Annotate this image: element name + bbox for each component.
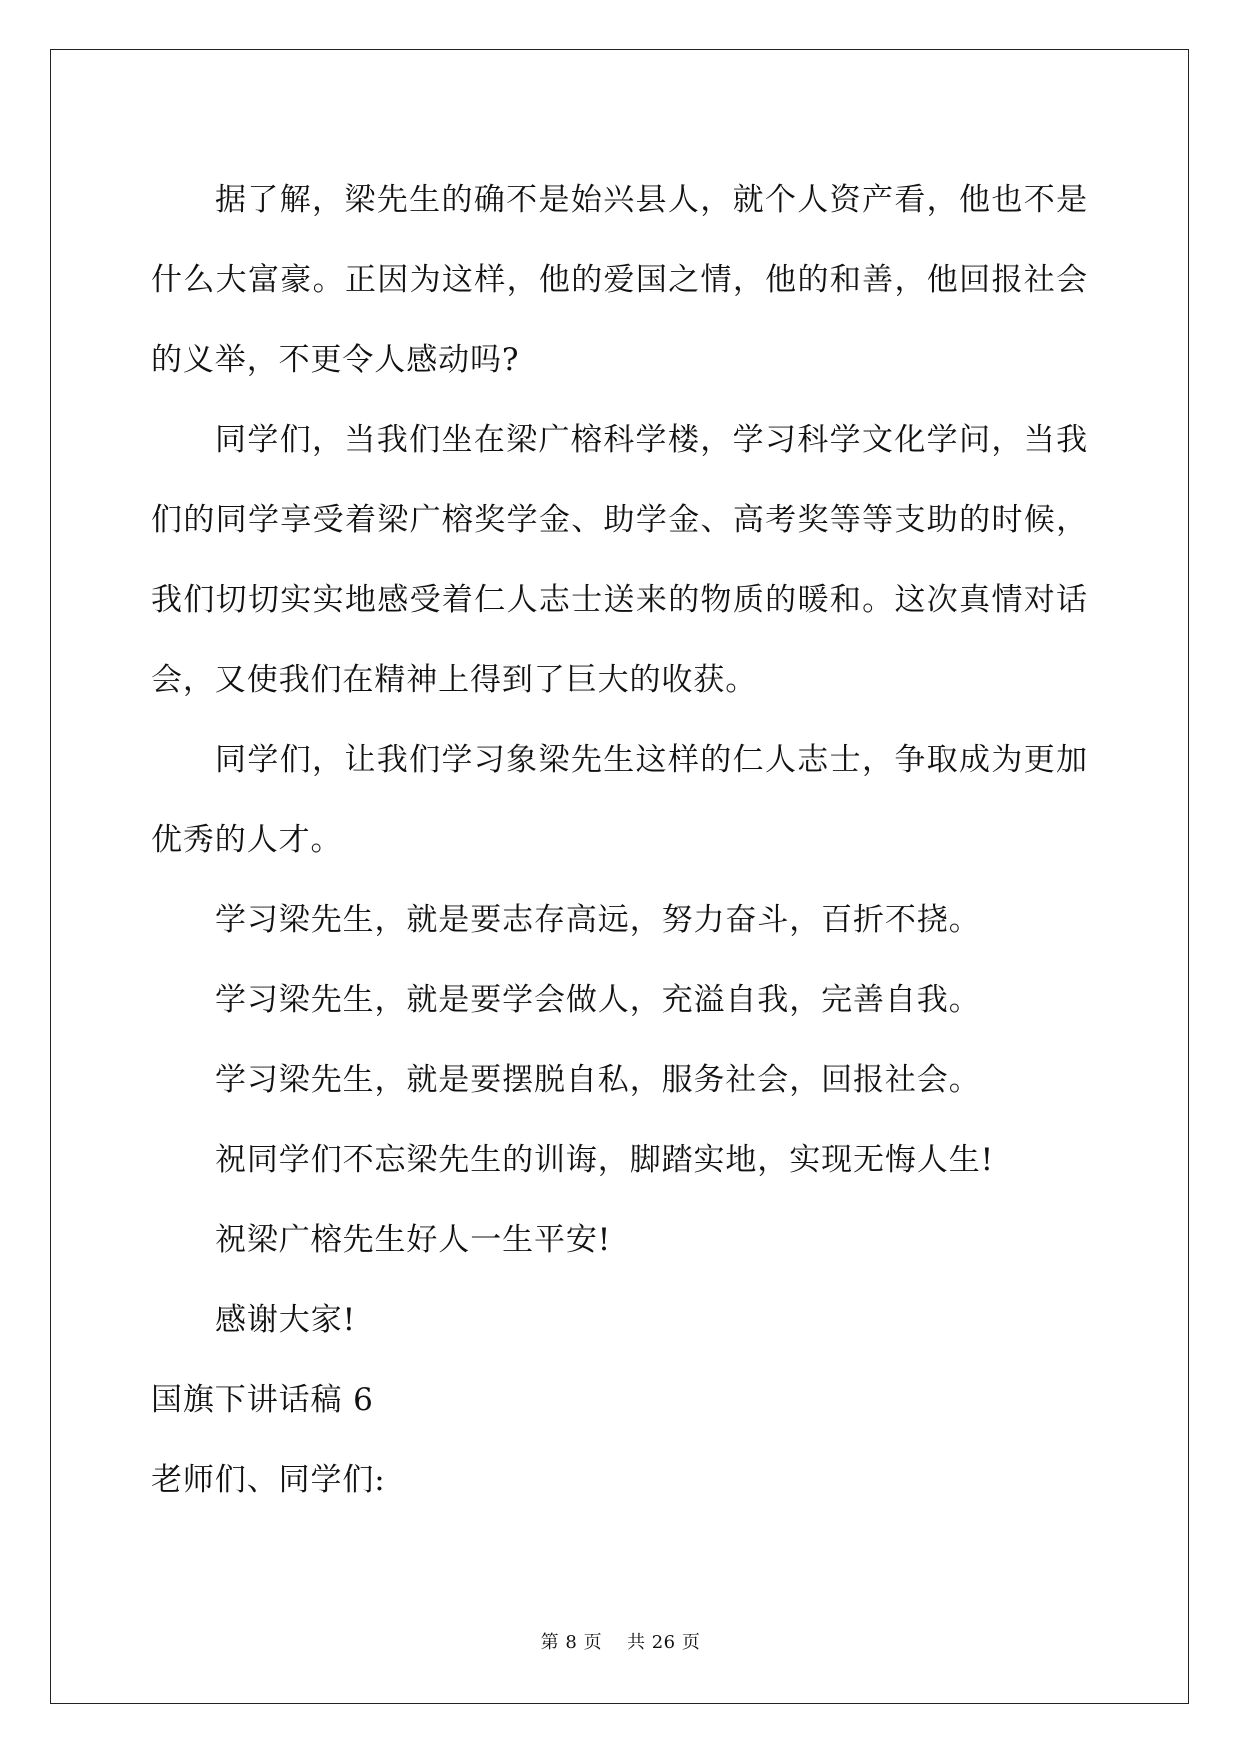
paragraph-6: 学习梁先生，就是要摆脱自私，服务社会，回报社会。 [215,1062,981,1098]
paragraph-2: 同学们，当我们坐在梁广榕科学楼，学习科学文化学问，当我们的同学享受着梁广榕奖学金、助学金、高考奖等等支助的时候，我们切切实实地感受着仁人志士送来的物质的暖和。这次真情对话会，又使我们在精神上得到了巨大的收获。 [151,422,1088,698]
page-number: 第 8 页 [540,1632,603,1653]
salutation: 老师们、同学们: [151,1462,386,1498]
paragraph-4: 学习梁先生，就是要志存高远，努力奋斗，百折不挠。 [215,902,981,938]
section-heading: 国旗下讲话稿 6 [151,1382,374,1418]
paragraph-1: 据了解，梁先生的确不是始兴县人，就个人资产看，他也不是什么大富豪。正因为这样，他的爱国之情，他的和善，他回报社会的义举，不更令人感动吗? [151,182,1088,378]
paragraph-7: 祝同学们不忘梁先生的训诲，脚踏实地，实现无悔人生! [215,1142,994,1178]
paragraph-9: 感谢大家! [215,1302,356,1338]
document-body [151,160,1088,1520]
paragraph-8: 祝梁广榕先生好人一生平安! [215,1222,612,1258]
paragraph-5: 学习梁先生，就是要学会做人，充溢自我，完善自我。 [215,982,981,1018]
paragraph-3: 同学们，让我们学习象梁先生这样的仁人志士，争取成为更加优秀的人才。 [151,742,1088,858]
page-total: 共 26 页 [626,1632,701,1653]
page-footer [0,1628,1241,1654]
